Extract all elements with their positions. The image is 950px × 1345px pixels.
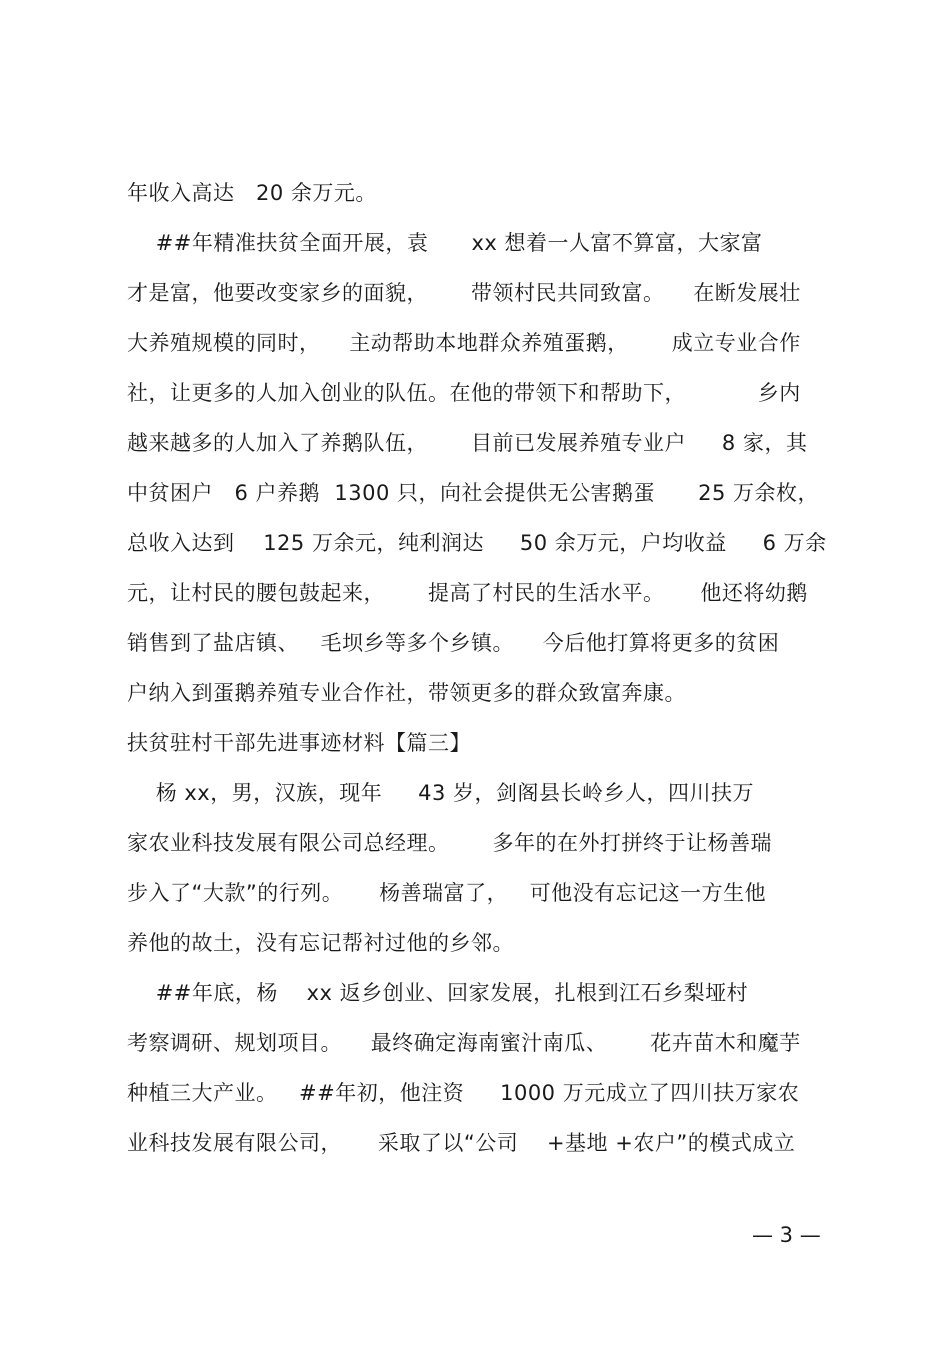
text-line: 业科技发展有限公司， 采取了以“公司 +基地 +农户”的模式成立 [127,1131,796,1155]
text-line: 大养殖规模的同时， 主动帮助本地群众养殖蛋鹅， 成立专业合作 [127,331,801,355]
text-line: 杨 xx，男，汉族，现年 43 岁，剑阁县长岭乡人，四川扶万 [127,781,755,805]
text-line: 总收入达到 125 万余元，纯利润达 50 余万元，户均收益 6 万余 [127,531,827,555]
text-line: ##年底，杨 xx 返乡创业、回家发展，扎根到江石乡梨垭村 [127,981,749,1005]
text-line: 种植三大产业。 ##年初，他注资 1000 万元成立了四川扶万家农 [127,1081,800,1105]
text-line: 销售到了盐店镇、 毛坝乡等多个乡镇。 今后他打算将更多的贫困 [127,631,780,655]
section-heading: 扶贫驻村干部先进事迹材料【篇三】 [127,731,471,755]
text-line: 才是富，他要改变家乡的面貌， 带领村民共同致富。 在断发展壮 [127,281,801,305]
text-line: 中贫困户 6 户养鹅 1300 只，向社会提供无公害鹅蛋 25 万余枚， [127,481,819,505]
text-line: 家农业科技发展有限公司总经理。 多年的在外打拼终于让杨善瑞 [127,831,773,855]
text-line: 越来越多的人加入了养鹅队伍， 目前已发展养殖专业户 8 家，其 [127,431,808,455]
page-number: — 3 — [752,1223,821,1247]
text-line: 考察调研、规划项目。 最终确定海南蜜汁南瓜、 花卉苗木和魔芋 [127,1031,801,1055]
text-line: 户纳入到蛋鹅养殖专业合作社，带领更多的群众致富奔康。 [127,681,686,705]
text-line: 养他的故土，没有忘记帮衬过他的乡邻。 [127,931,514,955]
text-line: 社，让更多的人加入创业的队伍。在他的带领下和帮助下， 乡内 [127,381,801,405]
text-line: 元，让村民的腰包鼓起来， 提高了村民的生活水平。 他还将幼鹅 [127,581,808,605]
text-line: ##年精准扶贫全面开展，袁 xx 想着一人富不算富，大家富 [127,231,763,255]
text-line: 步入了“大款”的行列。 杨善瑞富了， 可他没有忘记这一方生他 [127,881,767,905]
text-line: 年收入高达 20 余万元。 [127,181,377,205]
